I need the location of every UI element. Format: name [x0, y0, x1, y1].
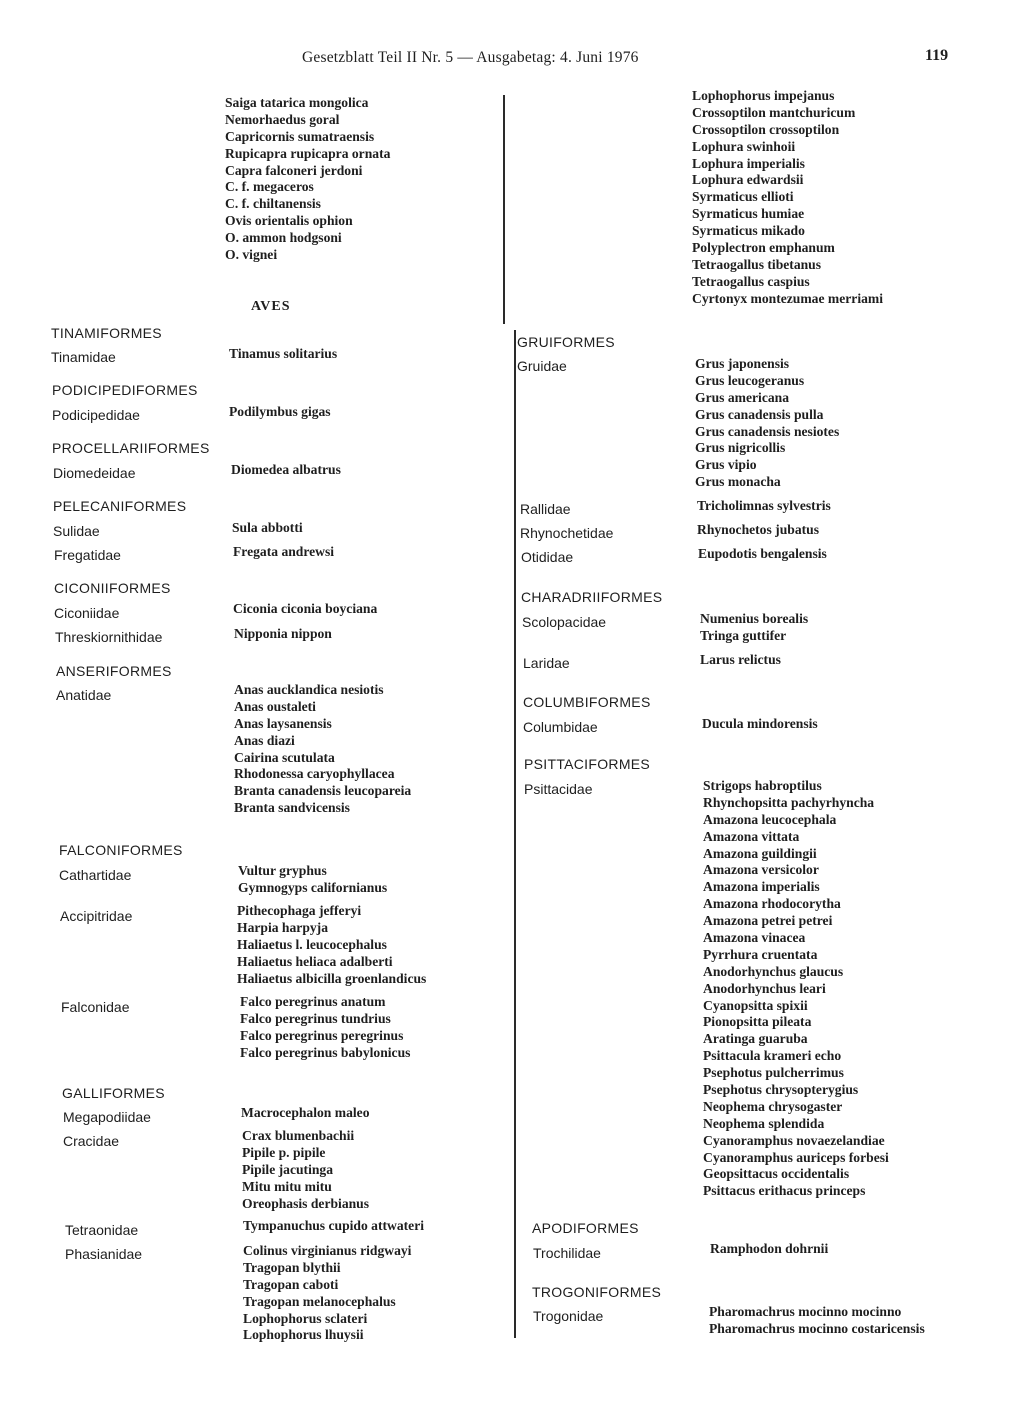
- family-name: Cracidae: [63, 1133, 120, 1149]
- family-name: Gruidae: [517, 358, 567, 374]
- species-name: Tympanuchus cupido attwateri: [243, 1218, 425, 1233]
- family-name: Scolopacidae: [522, 614, 607, 630]
- species-name: Sula abbotti: [232, 520, 303, 535]
- species-name: Neophema chrysogaster: [703, 1098, 843, 1114]
- family-name: Fregatidae: [54, 547, 121, 563]
- species-name: Cyanoramphus auriceps forbesi: [703, 1149, 889, 1165]
- species-name: Cyrtonyx montezumae merriami: [692, 290, 884, 306]
- family-name: Falconidae: [61, 999, 130, 1015]
- species-name: Crossoptilon mantchuricum: [692, 104, 856, 120]
- species-name: Lophura edwardsii: [692, 172, 804, 188]
- species-name: Lophura imperialis: [692, 155, 805, 171]
- species-name: Grus americana: [695, 389, 790, 405]
- species-name: Tragopan caboti: [243, 1276, 339, 1292]
- species-name: Diomedea albatrus: [231, 462, 341, 477]
- species-name: Pipile p. pipile: [242, 1144, 326, 1160]
- family-name: Accipitridae: [60, 908, 133, 924]
- species-name: Anas diazi: [234, 732, 295, 748]
- species-list: [700, 611, 808, 645]
- order-heading: COLUMBIFORMES: [523, 694, 651, 710]
- family-name: Anatidae: [56, 687, 112, 703]
- species-list: [697, 522, 819, 539]
- species-name: Tragopan melanocephalus: [243, 1293, 396, 1309]
- order-heading: ANSERIFORMES: [56, 663, 172, 679]
- species-name: Amazona vinacea: [703, 930, 806, 946]
- species-name: Eupodotis bengalensis: [698, 546, 827, 561]
- species-name: Pithecophaga jefferyi: [237, 903, 362, 918]
- species-name: Syrmaticus humiae: [692, 206, 805, 222]
- order-heading: TROGONIFORMES: [532, 1284, 662, 1300]
- species-name: Grus monacha: [695, 474, 781, 490]
- species-name: Psittacula krameri echo: [703, 1048, 842, 1064]
- species-name: Rhynochetos jubatus: [697, 522, 819, 537]
- species-name: Falco peregrinus babylonicus: [240, 1044, 411, 1060]
- order-heading: FALCONIFORMES: [59, 842, 183, 858]
- species-name: Cyanopsitta spixii: [703, 997, 808, 1013]
- order-heading: TINAMIFORMES: [51, 325, 162, 341]
- species-name: Grus vipio: [695, 457, 757, 473]
- species-name: Psephotus pulcherrimus: [703, 1065, 844, 1081]
- family-name: Trochilidae: [533, 1245, 601, 1261]
- family-name: Diomedeidae: [53, 465, 136, 481]
- species-name: Grus japonensis: [695, 356, 790, 371]
- species-name: Ramphodon dohrnii: [710, 1241, 829, 1256]
- order-heading: APODIFORMES: [532, 1220, 639, 1236]
- species-name: Lophophorus impejanus: [692, 88, 835, 103]
- species-name: Pipile jacutinga: [242, 1161, 334, 1177]
- page-number: 119: [925, 47, 949, 64]
- species-list: [703, 778, 889, 1200]
- order-heading: CICONIIFORMES: [54, 580, 171, 596]
- species-name: Nipponia nippon: [234, 626, 332, 641]
- species-name: Pionopsitta pileata: [703, 1014, 812, 1030]
- family-name: Threskiornithidae: [55, 629, 163, 645]
- species-name: Anodorhynchus leari: [703, 980, 826, 996]
- species-name: Geopsittacus occidentalis: [703, 1166, 850, 1182]
- species-name: Amazona versicolor: [703, 862, 819, 878]
- species-name: Ducula mindorensis: [702, 716, 818, 731]
- species-list: [702, 716, 818, 733]
- family-name: Rhynochetidae: [520, 525, 614, 541]
- family-name: Trogonidae: [533, 1308, 604, 1324]
- species-name: Macrocephalon maleo: [241, 1105, 370, 1120]
- family-name: Tetraonidae: [65, 1222, 139, 1238]
- species-name: C. f. megaceros: [225, 179, 314, 195]
- class-heading: AVES: [251, 299, 291, 314]
- species-name: Crossoptilon crossoptilon: [692, 121, 840, 137]
- species-name: Amazona leucocephala: [703, 811, 837, 827]
- species-name: Nemorhaedus goral: [225, 111, 340, 127]
- species-name: Saiga tatarica mongolica: [225, 95, 369, 110]
- species-name: Crax blumenbachii: [242, 1128, 355, 1143]
- species-name: Grus canadensis nesiotes: [695, 423, 840, 439]
- species-name: Gymnogyps californianus: [238, 879, 388, 895]
- species-name: Numenius borealis: [700, 611, 809, 626]
- species-name: Colinus virginianus ridgwayi: [243, 1243, 412, 1258]
- order-heading: PODICIPEDIFORMES: [52, 382, 198, 398]
- species-name: Harpia harpyja: [237, 919, 329, 935]
- species-name: Haliaetus albicilla groenlandicus: [237, 970, 427, 986]
- species-list: [698, 546, 827, 563]
- family-name: Sulidae: [53, 523, 100, 539]
- species-name: Podilymbus gigas: [229, 404, 331, 419]
- species-name: O. ammon hodgsoni: [225, 230, 342, 246]
- family-name: Podicipedidae: [52, 407, 140, 423]
- species-name: Tringa guttifer: [700, 627, 787, 643]
- species-name: Anas laysanensis: [234, 715, 332, 731]
- species-name: Syrmaticus mikado: [692, 223, 805, 239]
- species-name: Pharomachrus mocinno mocinno: [709, 1304, 902, 1319]
- species-name: Capra falconeri jerdoni: [225, 162, 363, 178]
- family-name: Laridae: [523, 655, 570, 671]
- species-name: Ciconia ciconia boyciana: [233, 601, 378, 616]
- species-name: Aratinga guaruba: [703, 1031, 808, 1047]
- species-name: Falco peregrinus anatum: [240, 994, 386, 1009]
- family-name: Columbidae: [523, 719, 598, 735]
- species-name: Cairina scutulata: [234, 749, 335, 765]
- species-name: Larus relictus: [700, 652, 781, 667]
- species-name: Amazona rhodocorytha: [703, 896, 841, 912]
- species-name: Haliaetus heliaca adalberti: [237, 953, 393, 969]
- species-name: Falco peregrinus peregrinus: [240, 1027, 404, 1043]
- species-name: Branta canadensis leucopareia: [234, 783, 412, 799]
- species-name: Lophophorus lhuysii: [243, 1327, 364, 1343]
- species-name: Cyanoramphus novaezelandiae: [703, 1132, 885, 1148]
- species-list: [700, 652, 781, 669]
- species-name: Anas aucklandica nesiotis: [234, 682, 384, 697]
- species-name: Amazona imperialis: [703, 879, 820, 895]
- family-name: Cathartidae: [59, 867, 132, 883]
- species-list: [709, 1304, 925, 1338]
- family-name: Megapodiidae: [63, 1109, 151, 1125]
- species-name: Haliaetus l. leucocephalus: [237, 936, 387, 952]
- species-name: Mitu mitu mitu: [242, 1178, 332, 1194]
- species-name: Strigops habroptilus: [703, 778, 822, 793]
- family-name: Otididae: [521, 549, 574, 565]
- species-name: Fregata andrewsi: [233, 544, 335, 559]
- family-name: Ciconiidae: [54, 605, 120, 621]
- species-name: Psittacus erithacus princeps: [703, 1183, 866, 1199]
- species-name: Rhodonessa caryophyllacea: [234, 766, 395, 782]
- order-heading: CHARADRIIFORMES: [521, 589, 663, 605]
- species-name: Polyplectron emphanum: [692, 240, 835, 256]
- species-name: C. f. chiltanensis: [225, 196, 321, 212]
- species-name: Lophura swinhoii: [692, 138, 796, 154]
- page-header: Gesetzblatt Teil II Nr. 5 — Ausgabetag: 4. Juni 1976: [302, 49, 639, 66]
- species-name: Grus canadensis pulla: [695, 406, 824, 422]
- species-name: Tetraogallus caspius: [692, 273, 810, 289]
- species-name: Tragopan blythii: [243, 1259, 341, 1275]
- species-list: [695, 356, 839, 491]
- species-name: Psephotus chrysopterygius: [703, 1082, 859, 1098]
- species-name: O. vignei: [225, 247, 278, 263]
- family-name: Rallidae: [520, 501, 571, 517]
- species-name: Falco peregrinus tundrius: [240, 1010, 391, 1026]
- species-name: Vultur gryphus: [238, 863, 327, 878]
- species-name: Amazona guildingii: [703, 845, 817, 861]
- species-name: Oreophasis derbianus: [242, 1195, 370, 1211]
- family-name: Tinamidae: [51, 349, 116, 365]
- species-name: Grus nigricollis: [695, 440, 786, 456]
- species-name: Anas oustaleti: [234, 698, 316, 714]
- species-name: Amazona vittata: [703, 828, 800, 844]
- species-name: Rhynchopsitta pachyrhyncha: [703, 794, 875, 810]
- order-heading: PSITTACIFORMES: [524, 756, 651, 772]
- order-heading: PELECANIFORMES: [53, 498, 187, 514]
- species-list: [697, 498, 831, 515]
- species-name: Tinamus solitarius: [229, 346, 338, 361]
- order-heading: GALLIFORMES: [62, 1085, 165, 1101]
- species-name: Tricholimnas sylvestris: [697, 498, 831, 513]
- order-heading: GRUIFORMES: [517, 334, 615, 350]
- species-name: Capricornis sumatraensis: [225, 128, 375, 144]
- species-name: Grus leucogeranus: [695, 372, 805, 388]
- family-name: Psittacidae: [524, 781, 593, 797]
- species-name: Ovis orientalis ophion: [225, 213, 353, 229]
- species-name: Amazona petrei petrei: [703, 913, 833, 929]
- species-name: Branta sandvicensis: [234, 800, 350, 816]
- order-heading: PROCELLARIIFORMES: [52, 440, 210, 456]
- species-name: Lophophorus sclateri: [243, 1310, 368, 1326]
- species-list: [692, 88, 883, 308]
- species-name: Neophema splendida: [703, 1115, 825, 1131]
- species-name: Tetraogallus tibetanus: [692, 256, 822, 272]
- species-name: Pyrrhura cruentata: [703, 946, 818, 962]
- species-name: Pharomachrus mocinno costaricensis: [709, 1320, 925, 1336]
- species-list: [710, 1241, 828, 1258]
- species-name: Syrmaticus ellioti: [692, 189, 794, 205]
- family-name: Phasianidae: [65, 1246, 143, 1262]
- species-name: Rupicapra rupicapra ornata: [225, 145, 391, 161]
- species-name: Anodorhynchus glaucus: [703, 963, 844, 979]
